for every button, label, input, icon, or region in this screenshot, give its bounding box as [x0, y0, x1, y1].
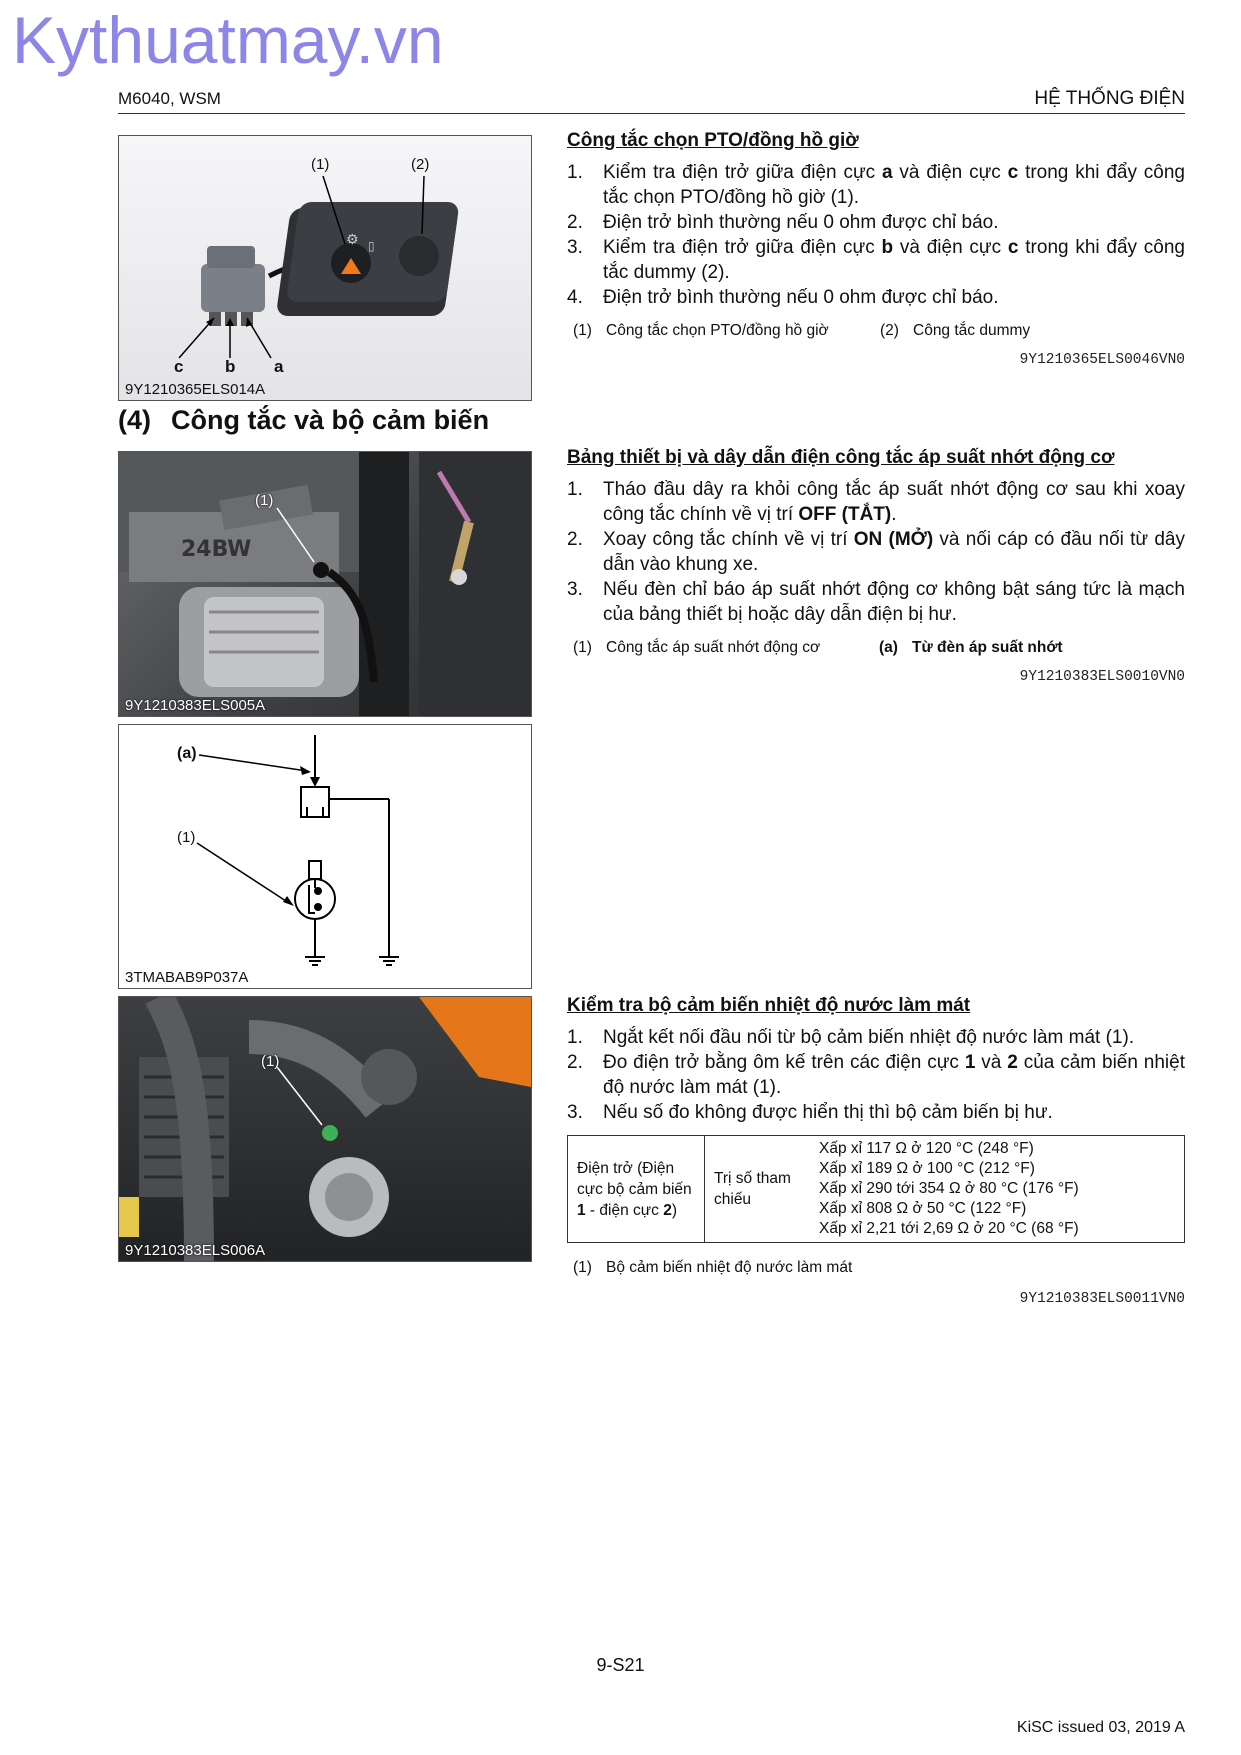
table-cell-values: Xấp xỉ 117 Ω ở 120 °C (248 °F) Xấp xỉ 189 Ω ở 100 °C (212 °F) Xấp xỉ 290 tới 354 Ω ở 80 °C (176 °F) Xấp xỉ 808 Ω ở 50 °C (122 °F) Xấp xỉ 2,21 tới 2,69 Ω ở 20 °C (68 °F) — [813, 1136, 1185, 1243]
steps-list — [567, 477, 1185, 627]
step-2: 2. Xoay công tắc chính về vị trí ON (MỞ) và nối cáp có đầu nối từ dây dẫn vào khung xe. — [567, 529, 1185, 575]
fig3-label-a: (a) — [177, 745, 197, 762]
step-1: 1. Kiểm tra điện trở giữa điện cực a và điện cực c trong khi đẩy công tắc chọn PTO/đồng hồ giờ (1). — [567, 162, 1186, 208]
resistance-spec-table — [567, 1135, 1185, 1243]
fig2-code: 9Y1210383ELS005A — [125, 697, 266, 714]
page-number: 9-S21 — [596, 1655, 645, 1675]
svg-text:⚙: ⚙ — [346, 232, 359, 248]
step-1: 1. Ngắt kết nối đầu nối từ bộ cảm biến nhiệt độ nước làm mát (1). — [567, 1027, 1135, 1048]
fig4-code: 9Y1210383ELS006A — [125, 1242, 266, 1259]
figure-oil-pressure-switch — [118, 451, 532, 717]
figure-coolant-sensor — [118, 996, 532, 1262]
table-cell-parameter: Điện trở (Điện cực bộ cảm biến 1 - điện cực 2) — [568, 1136, 705, 1243]
fig1-code: 9Y1210365ELS014A — [125, 381, 266, 398]
step-3: 3. Nếu số đo không được hiển thị thì bộ cảm biến bị hư. — [567, 1102, 1053, 1123]
legend: (1) Bộ cảm biến nhiệt độ nước làm mát — [573, 1259, 853, 1276]
steps-list — [567, 1025, 1185, 1125]
section-coolant-temp — [567, 995, 1185, 1307]
circuit-diagram — [119, 725, 531, 988]
figure-pto-switch — [118, 135, 532, 401]
reference-code: 9Y1210383ELS0011VN0 — [1019, 1291, 1185, 1307]
legend: (1) Công tắc áp suất nhớt động cơ (a) Từ đèn áp suất nhớt — [573, 639, 1063, 656]
fig1-label-1: (1) — [311, 156, 330, 173]
section-title: Kiểm tra bộ cảm biến nhiệt độ nước làm mát — [567, 995, 971, 1016]
fig4-label-1: (1) — [261, 1053, 280, 1070]
fig2-label-1: (1) — [255, 492, 274, 509]
fig1-label-2: (2) — [411, 156, 430, 173]
section-title: Công tắc chọn PTO/đồng hồ giờ — [567, 130, 859, 151]
reference-code: 9Y1210383ELS0010VN0 — [1019, 669, 1185, 685]
fig1-terminal-c: c — [174, 357, 184, 376]
fig3-code: 3TMABAB9P037A — [125, 969, 249, 986]
figure-circuit-diagram — [118, 724, 532, 989]
header-chapter-title: HỆ THỐNG ĐIỆN — [1034, 88, 1185, 109]
reference-code: 9Y1210365ELS0046VN0 — [1019, 352, 1185, 368]
step-2: 2. Điện trở bình thường nếu 0 ohm được chỉ báo. — [567, 212, 999, 233]
fig1-terminal-a: a — [274, 357, 284, 376]
section-title: Bảng thiết bị và dây dẫn điện công tắc áp suất nhớt động cơ — [567, 447, 1115, 468]
step-3: 3. Kiểm tra điện trở giữa điện cực b và điện cực c trong khi đẩy công tắc dummy (2). — [567, 237, 1185, 283]
engine-photo — [119, 452, 531, 716]
fig1-terminal-b: b — [225, 357, 236, 376]
fig3-label-1: (1) — [177, 829, 196, 846]
header-manual-code: M6040, WSM — [118, 89, 221, 108]
svg-text:▯: ▯ — [368, 239, 375, 253]
engine-coolant-photo — [119, 997, 531, 1261]
issue-note: KiSC issued 03, 2019 A — [1016, 1719, 1185, 1736]
section-oil-pressure — [567, 447, 1185, 685]
section-pto-switch — [567, 130, 1185, 368]
watermark: Kythuatmay.vn — [12, 3, 444, 77]
legend: (1) Công tắc chọn PTO/đồng hồ giờ (2) Công tắc dummy — [573, 322, 1031, 339]
step-2: 2. Đo điện trở bằng ôm kế trên các điện cực 1 và 2 của cảm biến nhiệt độ nước làm mát (1). — [567, 1052, 1186, 1098]
svg-text:24BW: 24BW — [181, 537, 252, 562]
step-3: 3. Nếu đèn chỉ báo áp suất nhớt động cơ không bật sáng tức là mạch của bảng thiết bị hoặc dây dẫn điện bị hư. — [567, 579, 1185, 625]
section-heading: (4) Công tắc và bộ cảm biến — [118, 405, 490, 435]
step-4: 4. Điện trở bình thường nếu 0 ohm được chỉ báo. — [567, 287, 999, 308]
header-rule — [118, 113, 1185, 114]
steps-list — [567, 160, 1185, 310]
step-1: 1. Tháo đầu dây ra khỏi công tắc áp suất nhớt động cơ sau khi xoay công tắc chính về vị trí OFF (TẮT). — [567, 479, 1185, 525]
table-cell-reference-label: Trị số tham chiếu — [705, 1136, 814, 1243]
